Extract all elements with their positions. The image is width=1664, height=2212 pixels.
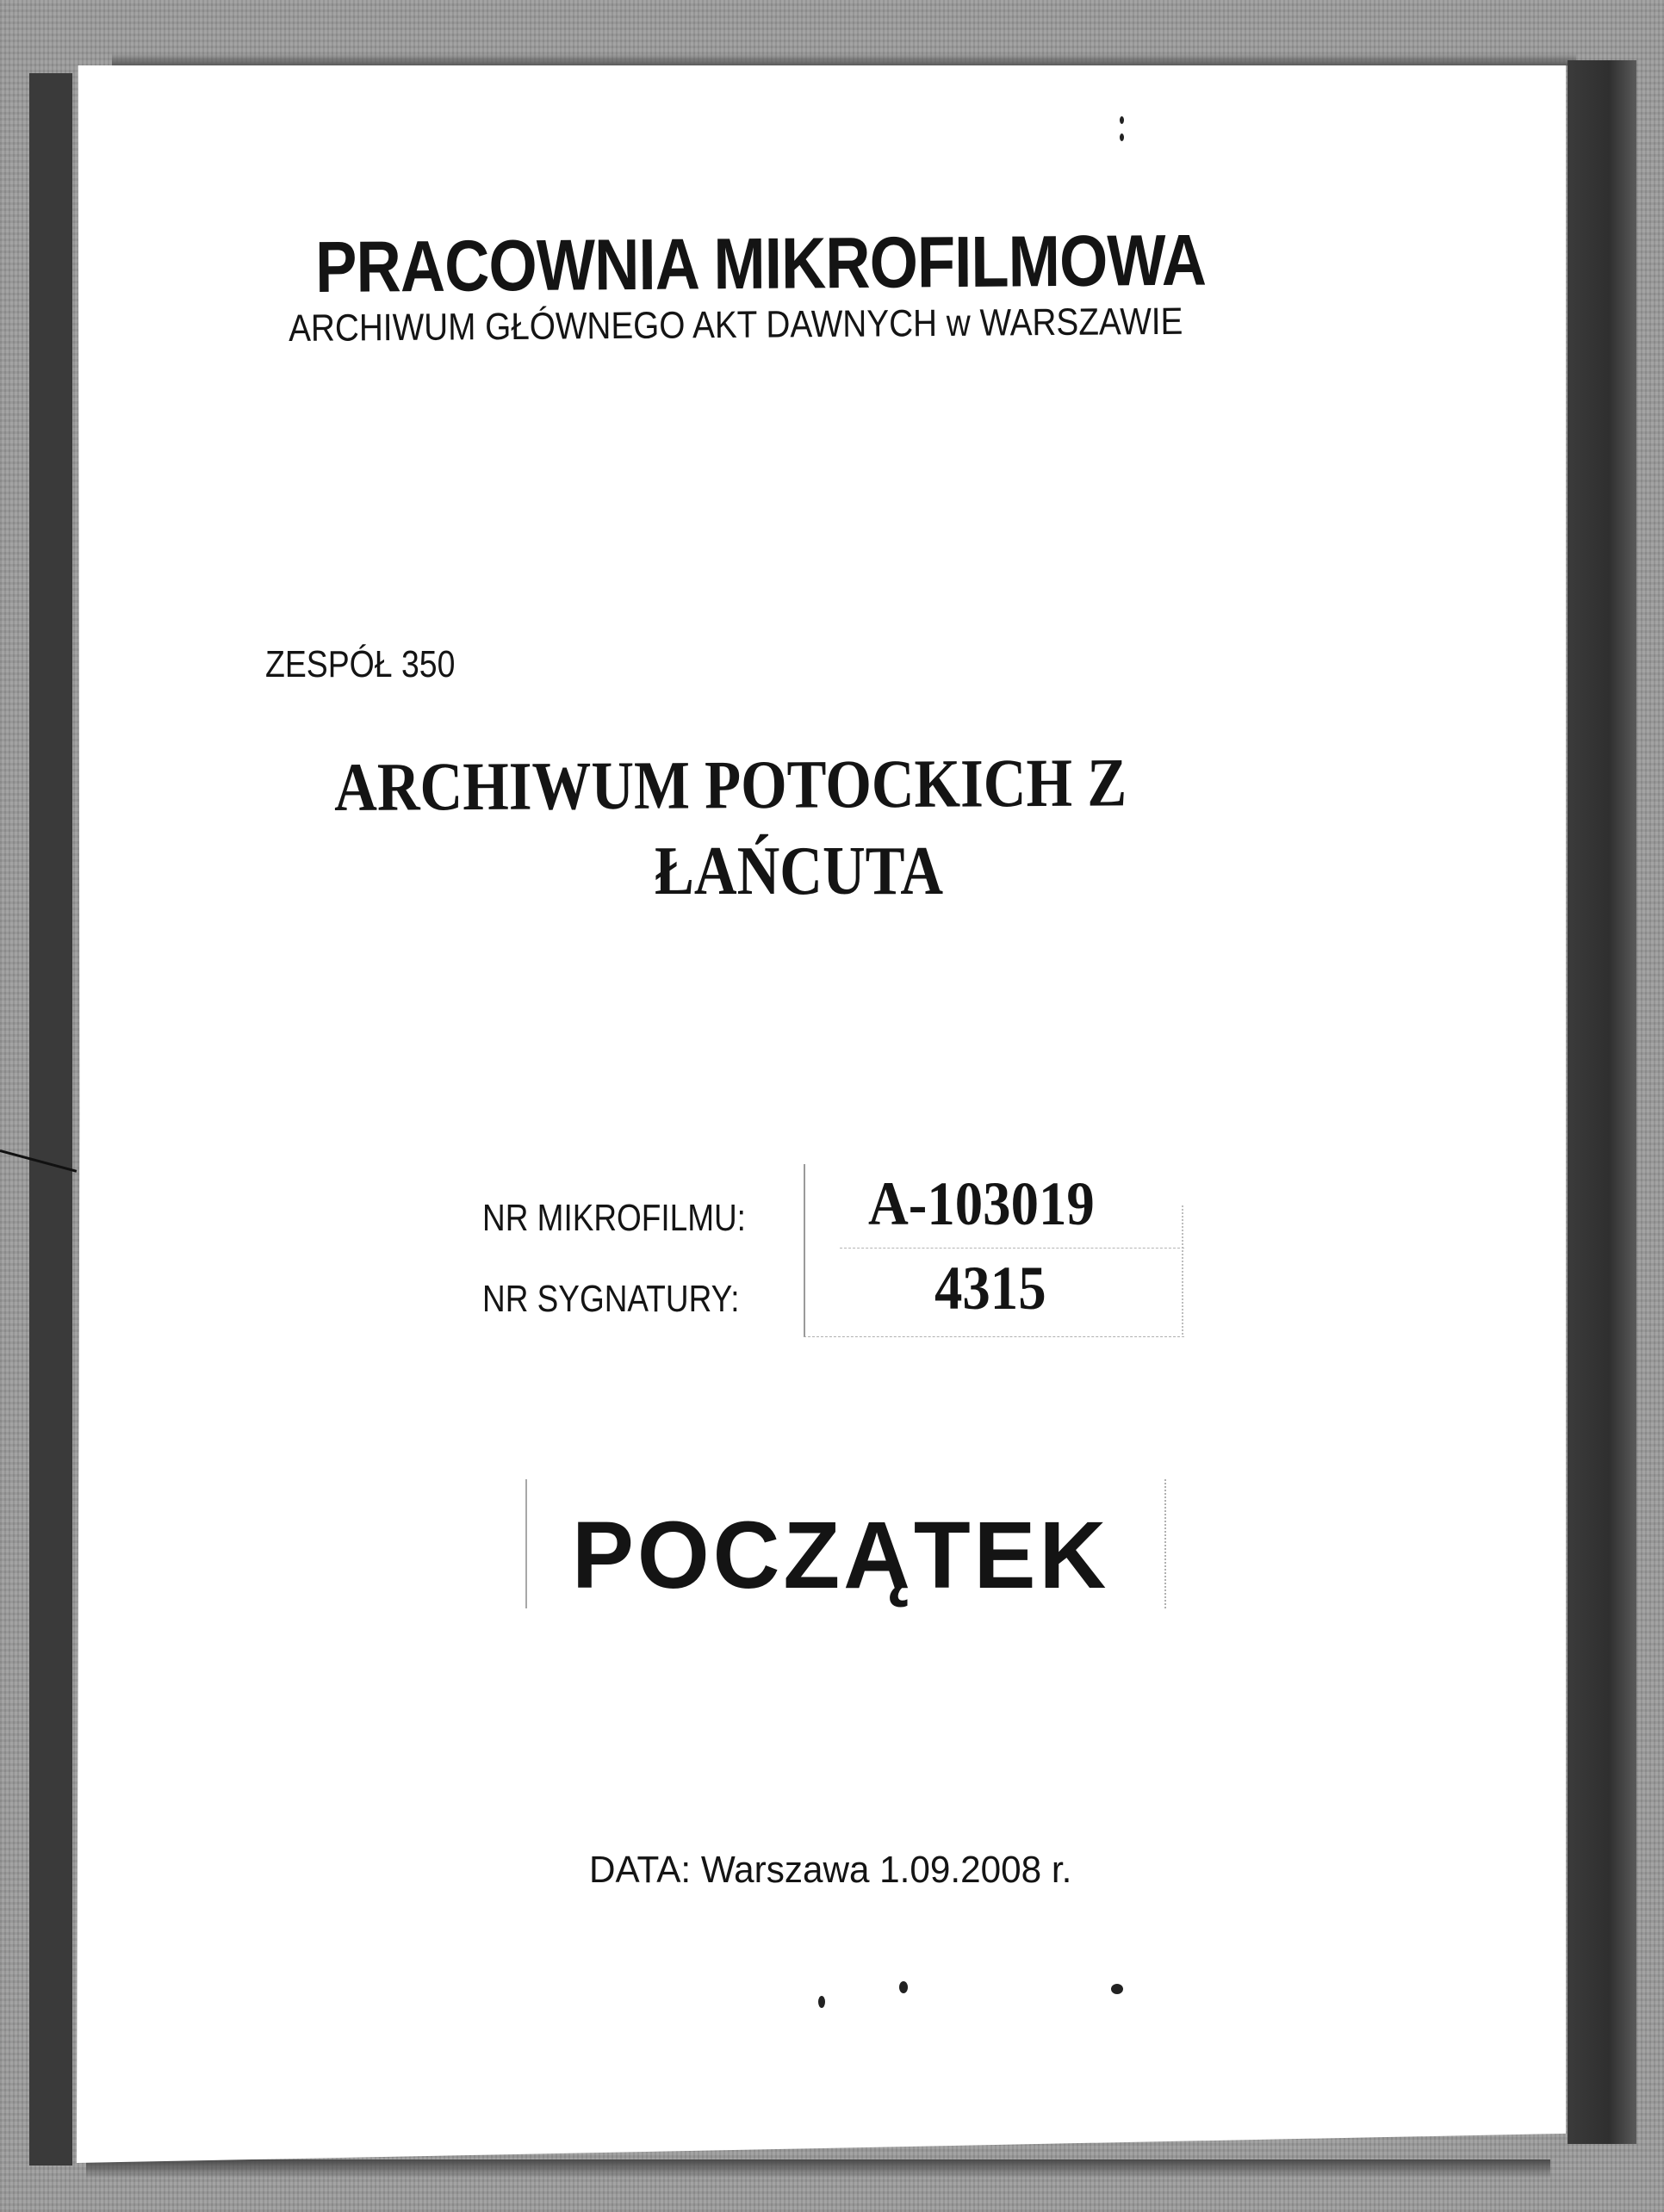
microfilm-number-value: A-103019 (868, 1169, 1095, 1238)
scan-shadow-top (112, 53, 1576, 65)
header-subtitle: ARCHIWUM GŁÓWNEGO AKT DAWNYCH w WARSZAWIE (288, 300, 1183, 350)
dust-speck (1111, 1984, 1123, 1994)
status-label: POCZĄTEK (572, 1503, 1110, 1608)
dust-speck (818, 1996, 825, 2008)
identifier-box-right-edge (1182, 1205, 1183, 1335)
signature-number-label: NR SYGNATURY: (482, 1278, 740, 1320)
date-line: DATA: Warszawa 1.09.2008 r. (589, 1849, 1072, 1891)
microfilm-number-label: NR MIKROFILMU: (482, 1197, 746, 1239)
dust-speck (1120, 133, 1124, 141)
scan-shadow-bottom (86, 2159, 1550, 2178)
scan-shadow-right (1568, 60, 1636, 2144)
fond-title-line2: ŁAŃCUTA (655, 833, 944, 909)
scan-shadow-left (29, 73, 72, 2166)
identifier-box-divider (840, 1248, 1184, 1249)
fond-title-line1: ARCHIWUM POTOCKICH Z (333, 745, 1127, 826)
dust-speck (899, 1981, 908, 1993)
dust-speck (1120, 116, 1124, 124)
signature-number-value: 4315 (934, 1254, 1046, 1323)
header-title: PRACOWNIA MIKROFILMOWA (314, 219, 1207, 307)
fond-number-label: ZESPÓŁ 350 (265, 643, 456, 685)
